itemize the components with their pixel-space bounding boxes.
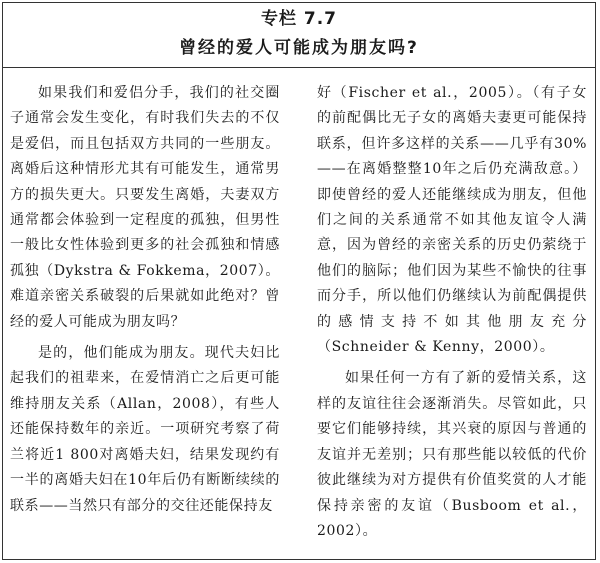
left-column	[10, 81, 280, 525]
sidebar-label: 专栏 7.7	[260, 9, 338, 29]
right-column	[317, 81, 587, 550]
paragraph: 是的，他们能成为朋友。现代夫妇比起我们的祖辈来，在爱情消亡之后更可能维持朋友关系（Allan，2008），有些人还能保持数年的亲近。一项研究考察了荷兰将近1 800对离婚夫妇，结果发现约有一半的离婚夫妇在10年后仍有断断续续的联系——当然只有部分的交往还能保持友	[10, 345, 280, 514]
sidebar-header	[3, 3, 595, 68]
paragraph-continued: 好（Fischer et al.，2005）。（有子女的前配偶比无子女的离婚夫妻更可能保持联系，但许多这样的关系——几乎有30%——在离婚整整10年之后仍充满敌意。）即使曾经的爱人还能继续成为朋友，但他们之间的关系通常不如其他友谊令人满意，因为曾经的亲密关系的历史仍萦绕于他们的脑际；他们因为某些不愉快的往事而分手，所以他们仍继续认为前配偶提供的感情支持不如其他朋友充分（Schneider & Kenny，2000）。	[317, 85, 587, 356]
paragraph: 如果任何一方有了新的爱情关系，这样的友谊往往会逐渐消失。尽管如此，只要它们能够持续，其兴衰的原因与普通的友谊并无差别；只有那些能以较低的代价彼此继续为对方提供有价值奖赏的人才能保持亲密的友谊（Busboom et al.，2002）。	[317, 370, 587, 539]
paragraph: 如果我们和爱侣分手，我们的社交圈子通常会发生变化，有时我们失去的不仅是爱侣，而且包括双方共同的一些朋友。离婚后这种情形尤其有可能发生，通常男方的损失更大。只要发生离婚，夫妻双方通常都会体验到一定程度的孤独，但男性一般比女性体验到更多的社会孤独和情感孤独（Dykstra & Fokkema，2007）。难道亲密关系破裂的后果就如此绝对？曾经的爱人可能成为朋友吗？	[10, 85, 280, 330]
sidebar-title: 曾经的爱人可能成为朋友吗?	[179, 38, 419, 58]
